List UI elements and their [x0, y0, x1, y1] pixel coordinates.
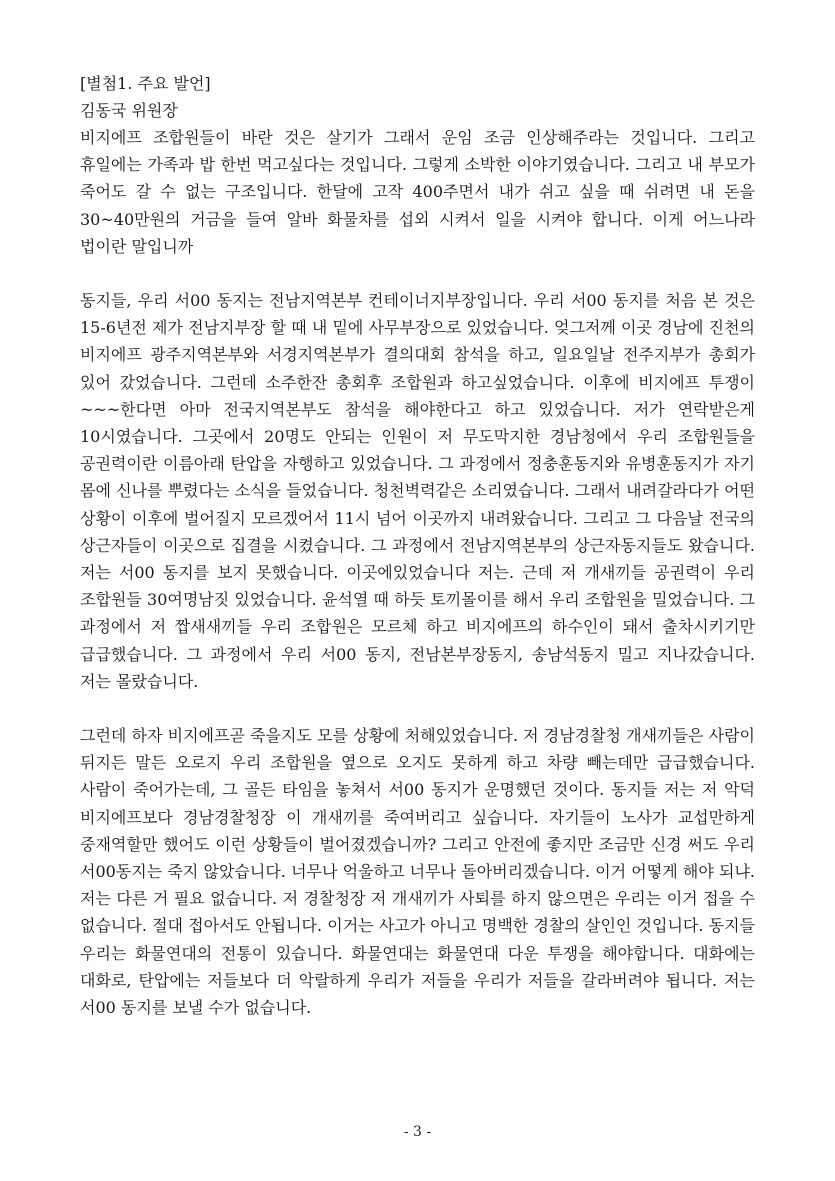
page-number: - 3 -	[403, 1124, 432, 1140]
annex-title: [별첨1. 주요 발언]	[80, 74, 211, 93]
paragraph-1: 비지에프 조합원들이 바란 것은 살기가 그래서 운임 조금 인상해주라는 것입니다. 그리고 휴일에는 가족과 밥 한번 먹고싶다는 것입니다. 그렇게 소박한 이야기였습니다. 그리고 내 부모가 죽어도 갈 수 없는 구조입니다. 한달에 고작 400주면서 내가 쉬고 싶을 때 쉬려면 내 돈을 30~40만원의 거금을 들여 알바 화물차를 섭외 시켜서 일을 시켜야 합니다. 이게 어느나라 법이란 말입니까	[80, 128, 755, 256]
speaker-name: 김동국 위원장	[80, 101, 178, 120]
paragraph-gap	[80, 260, 755, 287]
paragraph-2: 동지들, 우리 서00 동지는 전남지역본부 컨테이너지부장입니다. 우리 서00 동지를 처음 본 것은 15-6년전 제가 전남지부장 할 때 내 밑에 사무부장으로 있었습니다. 엊그저께 이곳 경남에 진천의 비지에프 광주지역본부와 서경지역본부가 결의대회 참석을 하고, 일요일날 전주지부가 총회가 있어 갔었습니다. 그런데 소주한잔 총회후 조합원과 하고싶었습니다. 이후에 비지에프 투쟁이 ~~~한다면 아마 전국지역본부도 참석을 해야한다고 하고 있었습니다. 저가 연락받은게 10시였습니다. 그곳에서 20명도 안되는 인원이 저 무도막지한 경남청에서 우리 조합원들을 공권력이란 이름아래 탄압을 자행하고 있었습니다. 그 과정에서 정충훈동지와 유병훈동지가 자기 몸에 신나를 뿌렸다는 소식을 들었습니다. 청천벽력같은 소리였습니다. 그래서 내려갈라다가 어떤 상황이 이후에 벌어질지 모르겠어서 11시 넘어 이곳까지 내려왔습니다. 그리고 그 다음날 전국의 상근자들이 이곳으로 집결을 시켰습니다. 그 과정에서 전남지역본부의 상근자동지들도 왔습니다. 저는 서00 동지를 보지 못했습니다. 이곳에있었습니다 저는. 근데 저 개새끼들 공권력이 우리 조합원들 30여명남짓 있었습니다. 윤석열 때 하듯 토끼몰이를 해서 우리 조합원을 밀었습니다. 그 과정에서 저 짭새새끼들 우리 조합원은 모르체 하고 비지에프의 하수인이 돼서 출차시키기만 급급했습니다. 그 과정에서 우리 서00 동지, 전남본부장동지, 송남석동지 밀고 지나갔습니다. 저는 몰랐습니다.	[80, 291, 755, 691]
paragraph-3: 그런데 하자 비지에프곧 죽을지도 모를 상황에 처해있었습니다. 저 경남경찰청 개새끼들은 사람이 뒤지든 말든 오로지 우리 조합원을 옆으로 오지도 못하게 하고 차량 빼는데만 급급했습니다. 사람이 죽어가는데, 그 골든 타임을 놓쳐서 서00 동지가 운명했던 것이다. 동지들 저는 저 악덕 비지에프보다 경남경찰청장 이 개새끼를 죽여버리고 싶습니다. 자기들이 노사가 교섭만하게 중재역할만 했어도 이런 상황들이 벌어졌겠습니까? 그리고 안전에 좋지만 조금만 신경 써도 우리 서00동지는 죽지 않았습니다. 너무나 억울하고 너무나 돌아버리겠습니다. 이거 어떻게 해야 되냐. 저는 다른 거 필요 없습니다. 저 경찰청장 저 개새끼가 사퇴를 하지 않으면은 우리는 이거 접을 수 없습니다. 절대 접아서도 안됩니다. 이거는 사고가 아니고 명백한 경찰의 살인인 것입니다. 동지들 우리는 화물연대의 전통이 있습니다. 화물연대는 화물연대 다운 투쟁을 해야합니다. 대화에는 대화로, 탄압에는 저들보다 더 악랄하게 우리가 저들을 우리가 저들을 갈라버려야 됩니다. 저는 서00 동지를 보낼 수가 없습니다.	[80, 726, 755, 1018]
paragraph-gap	[80, 695, 755, 722]
